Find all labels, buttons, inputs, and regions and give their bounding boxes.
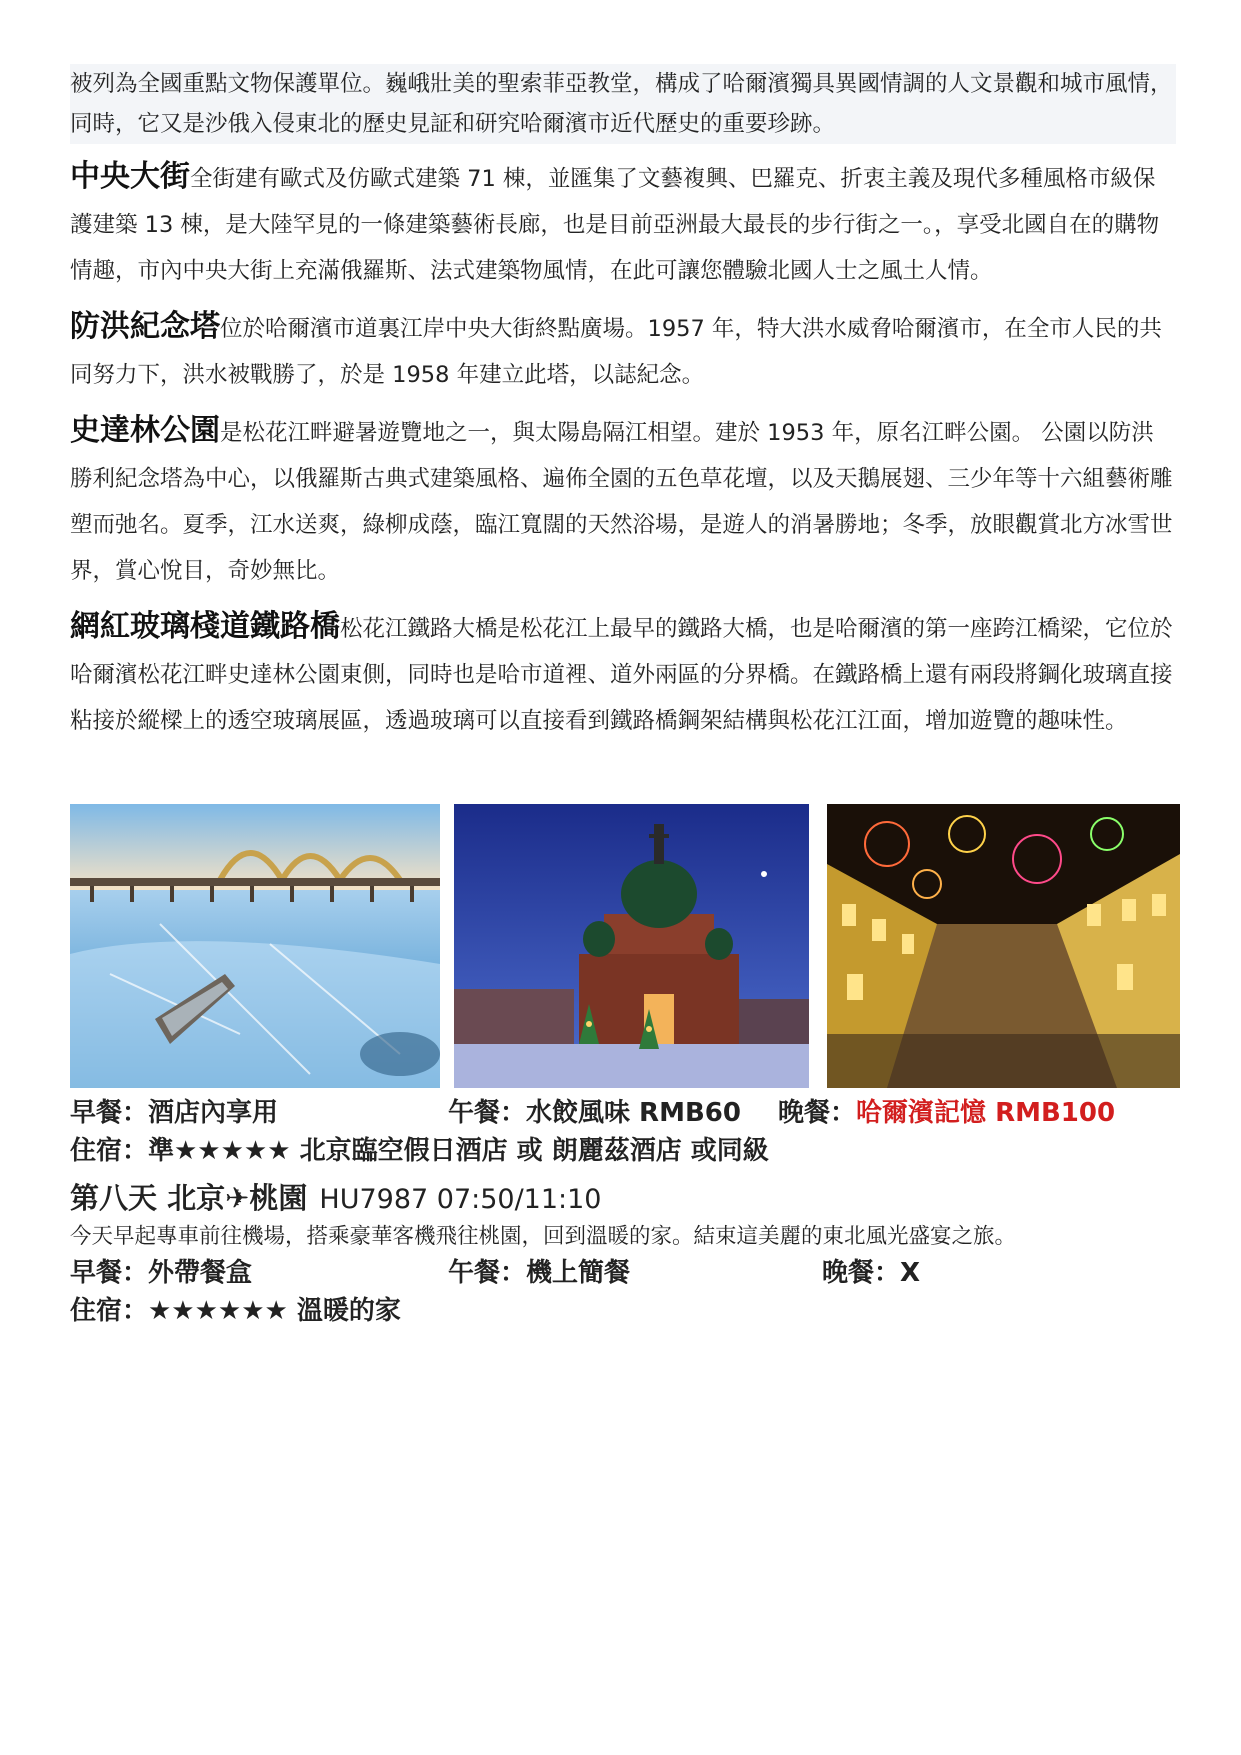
section-text: 全街建有歐式及仿歐式建築 71 棟，並匯集了文藝複興、巴羅克、折衷主義及現代多種風格市級保護建築 13 棟，是大陸罕見的一條建築藝術長廊，也是目前亞洲最大最長的步行街之一。，享受北國自在的購物情趣，市內中央大街上充滿俄羅斯、法式建築物風情，在此可讓您體驗北國人士之風土人情。 — [70, 166, 1160, 284]
day8-heading — [70, 1178, 1180, 1220]
section-title: 防洪紀念塔 — [70, 309, 220, 344]
day7-dinner — [778, 1094, 1115, 1132]
dinner-value: 哈爾濱記憶 RMB100 — [856, 1098, 1116, 1128]
section-stalin-park — [70, 408, 1176, 594]
day8-flight: HU7987 07:50/11:10 — [319, 1184, 602, 1215]
frozen-river-bridge-photo — [70, 804, 440, 1088]
section-text: 是松花江畔避暑遊覽地之一，與太陽島隔江相望。建於 1953 年，原名江畔公園。 公園以防洪勝利紀念塔為中心，以俄羅斯古典式建築風格、遍佈全園的五色草花壇，以及天鵝展翅、三少年等十六組藝術雕塑而弛名。夏季，江水送爽，綠柳成蔭，臨江寬闊的天然浴場，是遊人的消暑勝地；冬季，放眼觀賞北方冰雪世界，賞心悅目，奇妙無比。 — [70, 420, 1173, 584]
attractions-text — [70, 64, 1176, 754]
day8-breakfast: 早餐：外帶餐盒 — [70, 1258, 253, 1288]
section-title: 網紅玻璃棧道鐵路橋 — [70, 609, 340, 644]
day7-hotel: 住宿：準★★★★★ 北京臨空假日酒店 或 朗麗茲酒店 或同級 — [70, 1136, 769, 1166]
day7-breakfast: 早餐：酒店內享用 — [70, 1098, 279, 1128]
section-text: 位於哈爾濱市道裏江岸中央大街終點廣場。1957 年，特大洪水威脅哈爾濱市，在全市人民的共同努力下，洪水被戰勝了，於是 1958 年建立此塔，以誌紀念。 — [70, 316, 1162, 388]
photo-strip — [70, 804, 1180, 1088]
day8-lunch: 午餐：機上簡餐 — [448, 1258, 631, 1288]
day8-title: 第八天 北京✈桃園 — [70, 1181, 308, 1215]
section-text: 松花江鐵路大橋是松花江上最早的鐵路大橋，也是哈爾濱的第一座跨江橋梁，它位於哈爾濱松花江畔史達林公園東側，同時也是哈市道裡、道外兩區的分界橋。在鐵路橋上還有兩段將鋼化玻璃直接粘接於縱樑上的透空玻璃展區，透過玻璃可以直接看到鐵路橋鋼架結構與松花江江面，增加遊覽的趣味性。 — [70, 616, 1173, 734]
intro-paragraph — [70, 64, 1176, 144]
day8-hotel: 住宿：★★★★★★ 溫暖的家 — [70, 1296, 401, 1326]
section-flood-tower — [70, 304, 1176, 398]
day8-meals-row — [70, 1254, 1180, 1292]
section-central-street — [70, 154, 1176, 294]
central-street-night-photo — [827, 804, 1180, 1088]
intro-text: 被列為全國重點文物保護單位。巍峨壯美的聖索菲亞教堂，構成了哈爾濱獨具異國情調的人文景觀和城市風情，同時，它又是沙俄入侵東北的歷史見証和研究哈爾濱市近代歷史的重要珍跡。 — [70, 71, 1173, 137]
saint-sophia-cathedral-photo — [454, 804, 809, 1088]
day8-hotel-row — [70, 1292, 1180, 1330]
day7-meals-row — [70, 1094, 1180, 1132]
dinner-label: 晚餐： — [778, 1098, 857, 1128]
meal-and-schedule — [70, 1094, 1180, 1330]
section-glass-bridge — [70, 604, 1176, 744]
day7-lunch: 午餐：水餃風味 RMB60 — [448, 1098, 741, 1128]
day8-dinner: 晚餐：X — [822, 1258, 921, 1288]
day7-hotel-row — [70, 1132, 1180, 1170]
day8-description: 今天早起專車前往機場，搭乘豪華客機飛往桃園，回到溫暖的家。結束這美麗的東北風光盛宴之旅。 — [70, 1224, 1017, 1249]
section-title: 中央大街 — [70, 159, 190, 194]
section-title: 史達林公園 — [70, 413, 220, 448]
